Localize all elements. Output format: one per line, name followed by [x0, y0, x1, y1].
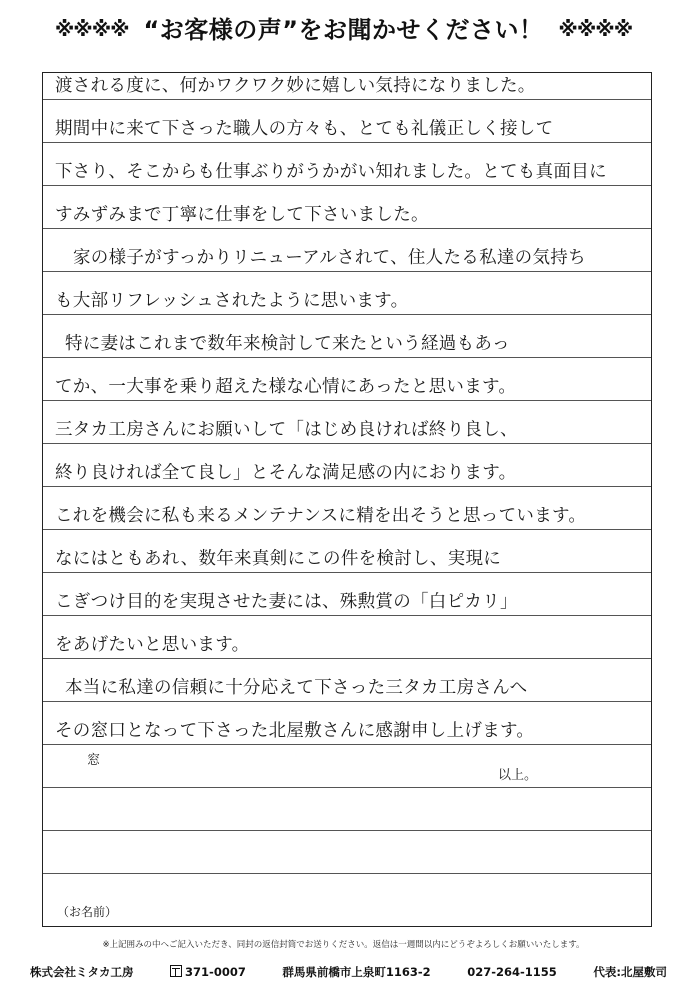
testimonial-line: 本当に私達の信頼に十分応えて下さった三タカ工房さんへ: [65, 678, 528, 698]
testimonial-line: こぎつけ目的を実現させた妻には、殊勲賞の「白ピカリ」: [55, 592, 518, 612]
decorative-stars-left: ※※※※: [54, 17, 129, 41]
testimonial-line: 家の様子がすっかりリニューアルされて、住人たる私達の気持ち: [73, 248, 586, 268]
phone-number: 027-264-1155: [467, 965, 557, 979]
decorative-stars-right: ※※※※: [558, 17, 633, 41]
ruled-line: [43, 873, 651, 874]
testimonial-line: 終り良ければ全て良し」とそんな満足感の内におります。: [55, 463, 517, 483]
page-title: [0, 10, 687, 45]
testimonial-line: 特に妻はこれまで数年来検討して来たという経過もあっ: [65, 334, 510, 354]
testimonial-line: 渡される度に、何かワクワク妙に嬉しい気持になりました。: [55, 76, 536, 96]
representative: 代表:北屋敷司: [593, 965, 667, 979]
title-text: “お客様の声”をお聞かせください！: [143, 16, 544, 44]
testimonial-line: これを機会に私も来るメンテナンスに精を出そうと思っています。: [55, 506, 587, 526]
correction-mark: 窓: [87, 753, 101, 768]
postal-mark-icon: [170, 965, 182, 977]
company-name: 株式会社ミタカ工房: [30, 965, 134, 979]
testimonial-line: その窓口となって下さった北屋敷さんに感謝申し上げます。: [55, 721, 535, 741]
testimonial-line: てか、一大事を乗り超えた様な心情にあったと思います。: [55, 377, 517, 397]
closing-remark: 以上。: [498, 768, 538, 783]
testimonial-form-box: [42, 72, 652, 927]
company-footer: [30, 962, 667, 982]
testimonial-line: 下さり、そこからも仕事ぶりがうかがい知れました。とても真面目に: [55, 162, 607, 182]
testimonial-line: も大部リフレッシュされたように思います。: [55, 291, 409, 311]
postal-code: 371-0007: [185, 965, 246, 979]
testimonial-line: 期間中に来て下さった職人の方々も、とても礼儀正しく接して: [55, 119, 554, 139]
testimonial-line: なにはともあれ、数年来真剣にこの件を検討し、実現に: [55, 549, 502, 569]
ruled-line: [43, 830, 651, 831]
testimonial-line: 三タカ工房さんにお願いして「はじめ良ければ終り良し、: [55, 420, 518, 440]
testimonial-line: をあげたいと思います。: [55, 635, 250, 655]
testimonial-line: すみずみまで丁寧に仕事をして下さいました。: [55, 205, 429, 225]
address: 群馬県前橋市上泉町1163-2: [282, 965, 431, 979]
ruled-line: [43, 787, 651, 788]
postal-address: [170, 965, 246, 979]
instruction-footnote: ※上記囲みの中へご記入いただき、同封の返信封筒でお送りください。返信は一週間以内にどうぞよろしくお願いいたします。: [102, 940, 585, 950]
name-label: （お名前）: [57, 905, 118, 919]
